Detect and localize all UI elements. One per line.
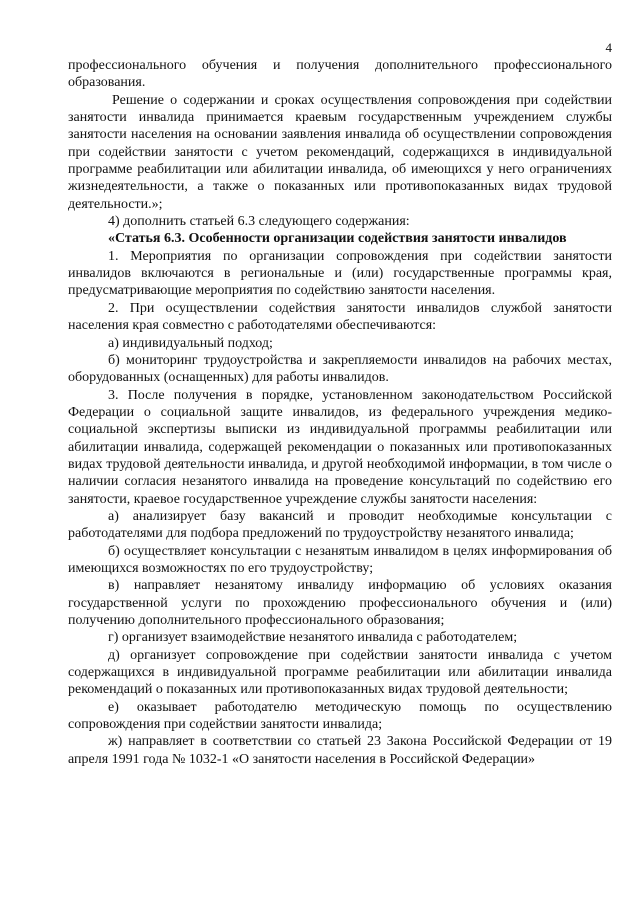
paragraph-point-3: 3. После получения в порядке, установленном законодательством Российской Федерации о социальной защите инвалидов, из федерального учреждения медико-социальной экспертизы выписки из индивидуальной программы реабилитации или абилитации инвалида, содержащей рекомендации о показанных или противопоказанных видах трудовой деятельности инвалида, и другой необходимой информации, в том числе о наличии согласия незанятого инвалида на проведение консультаций по содействию его занятости, краевое государственное учреждение службы занятости населения:: [68, 387, 612, 507]
list-item-3f: е) оказывает работодателю методическую помощь по осуществлению сопровождения при содействии занятости инвалида;: [68, 699, 612, 733]
paragraph-decision: Решение о содержании и сроках осуществления сопровождения при содействии занятости инвалида принимается краевым государственным учреждением службы занятости населения на основании заявления инвалида об осуществлении сопровождения при содействии занятости с учетом рекомендаций, содержащихся в индивидуальной программе реабилитации или абилитации инвалида, об имеющихся у него ограничениях жизнедеятельности, а также о показанных или противопоказанных видах трудовой деятельности.»;: [68, 92, 612, 212]
paragraph-point-2: 2. При осуществлении содействия занятости инвалидов службой занятости населения края совместно с работодателями обеспечиваются:: [68, 300, 612, 334]
paragraph-amendment: 4) дополнить статьей 6.3 следующего содержания:: [108, 214, 410, 230]
list-item-3a: а) анализирует базу вакансий и проводит необходимые консультации с работодателями для подбора предложений по трудоустройству незанятого инвалида;: [68, 508, 612, 542]
list-item-3b: б) осуществляет консультации с незанятым инвалидом в целях информирования об имеющихся возможностях по его трудоустройству;: [68, 543, 612, 576]
list-item-3d: г) организует взаимодействие незанятого инвалида с работодателем;: [108, 630, 518, 646]
page-number: 4: [605, 40, 612, 55]
article-heading: «Статья 6.3. Особенности организации содействия занятости инвалидов: [108, 231, 567, 247]
list-item-3g: ж) направляет в соответствии со статьей 23 Закона Российской Федерации от 19 апреля 1991 года № 1032-1 «О занятости населения в Российской Федерации»: [68, 734, 612, 767]
list-item-2b: б) мониторинг трудоустройства и закрепляемости инвалидов на рабочих местах, оборудованных (оснащенных) для работы инвалидов.: [68, 352, 612, 386]
list-item-2a: а) индивидуальный подход;: [108, 335, 273, 351]
paragraph-continuation: профессионального обучения и получения дополнительного профессионального образования.: [68, 58, 612, 91]
list-item-3c: в) направляет незанятому инвалиду информацию об условиях оказания государственной услуги по прохождению профессионального обучения и (или) получению дополнительного профессионального образования;: [68, 578, 612, 628]
paragraph-point-1: 1. Мероприятия по организации сопровождения при содействии занятости инвалидов включаются в региональные и (или) государственные программы края, предусматривающие мероприятия по содействию занятости населения.: [68, 248, 612, 299]
document-body: [68, 57, 612, 768]
list-item-3e: д) организует сопровождение при содействии занятости инвалида с учетом содержащихся в индивидуальной программе реабилитации или абилитации инвалида рекомендаций о показанных или противопоказанных видах трудовой деятельности;: [68, 647, 612, 698]
